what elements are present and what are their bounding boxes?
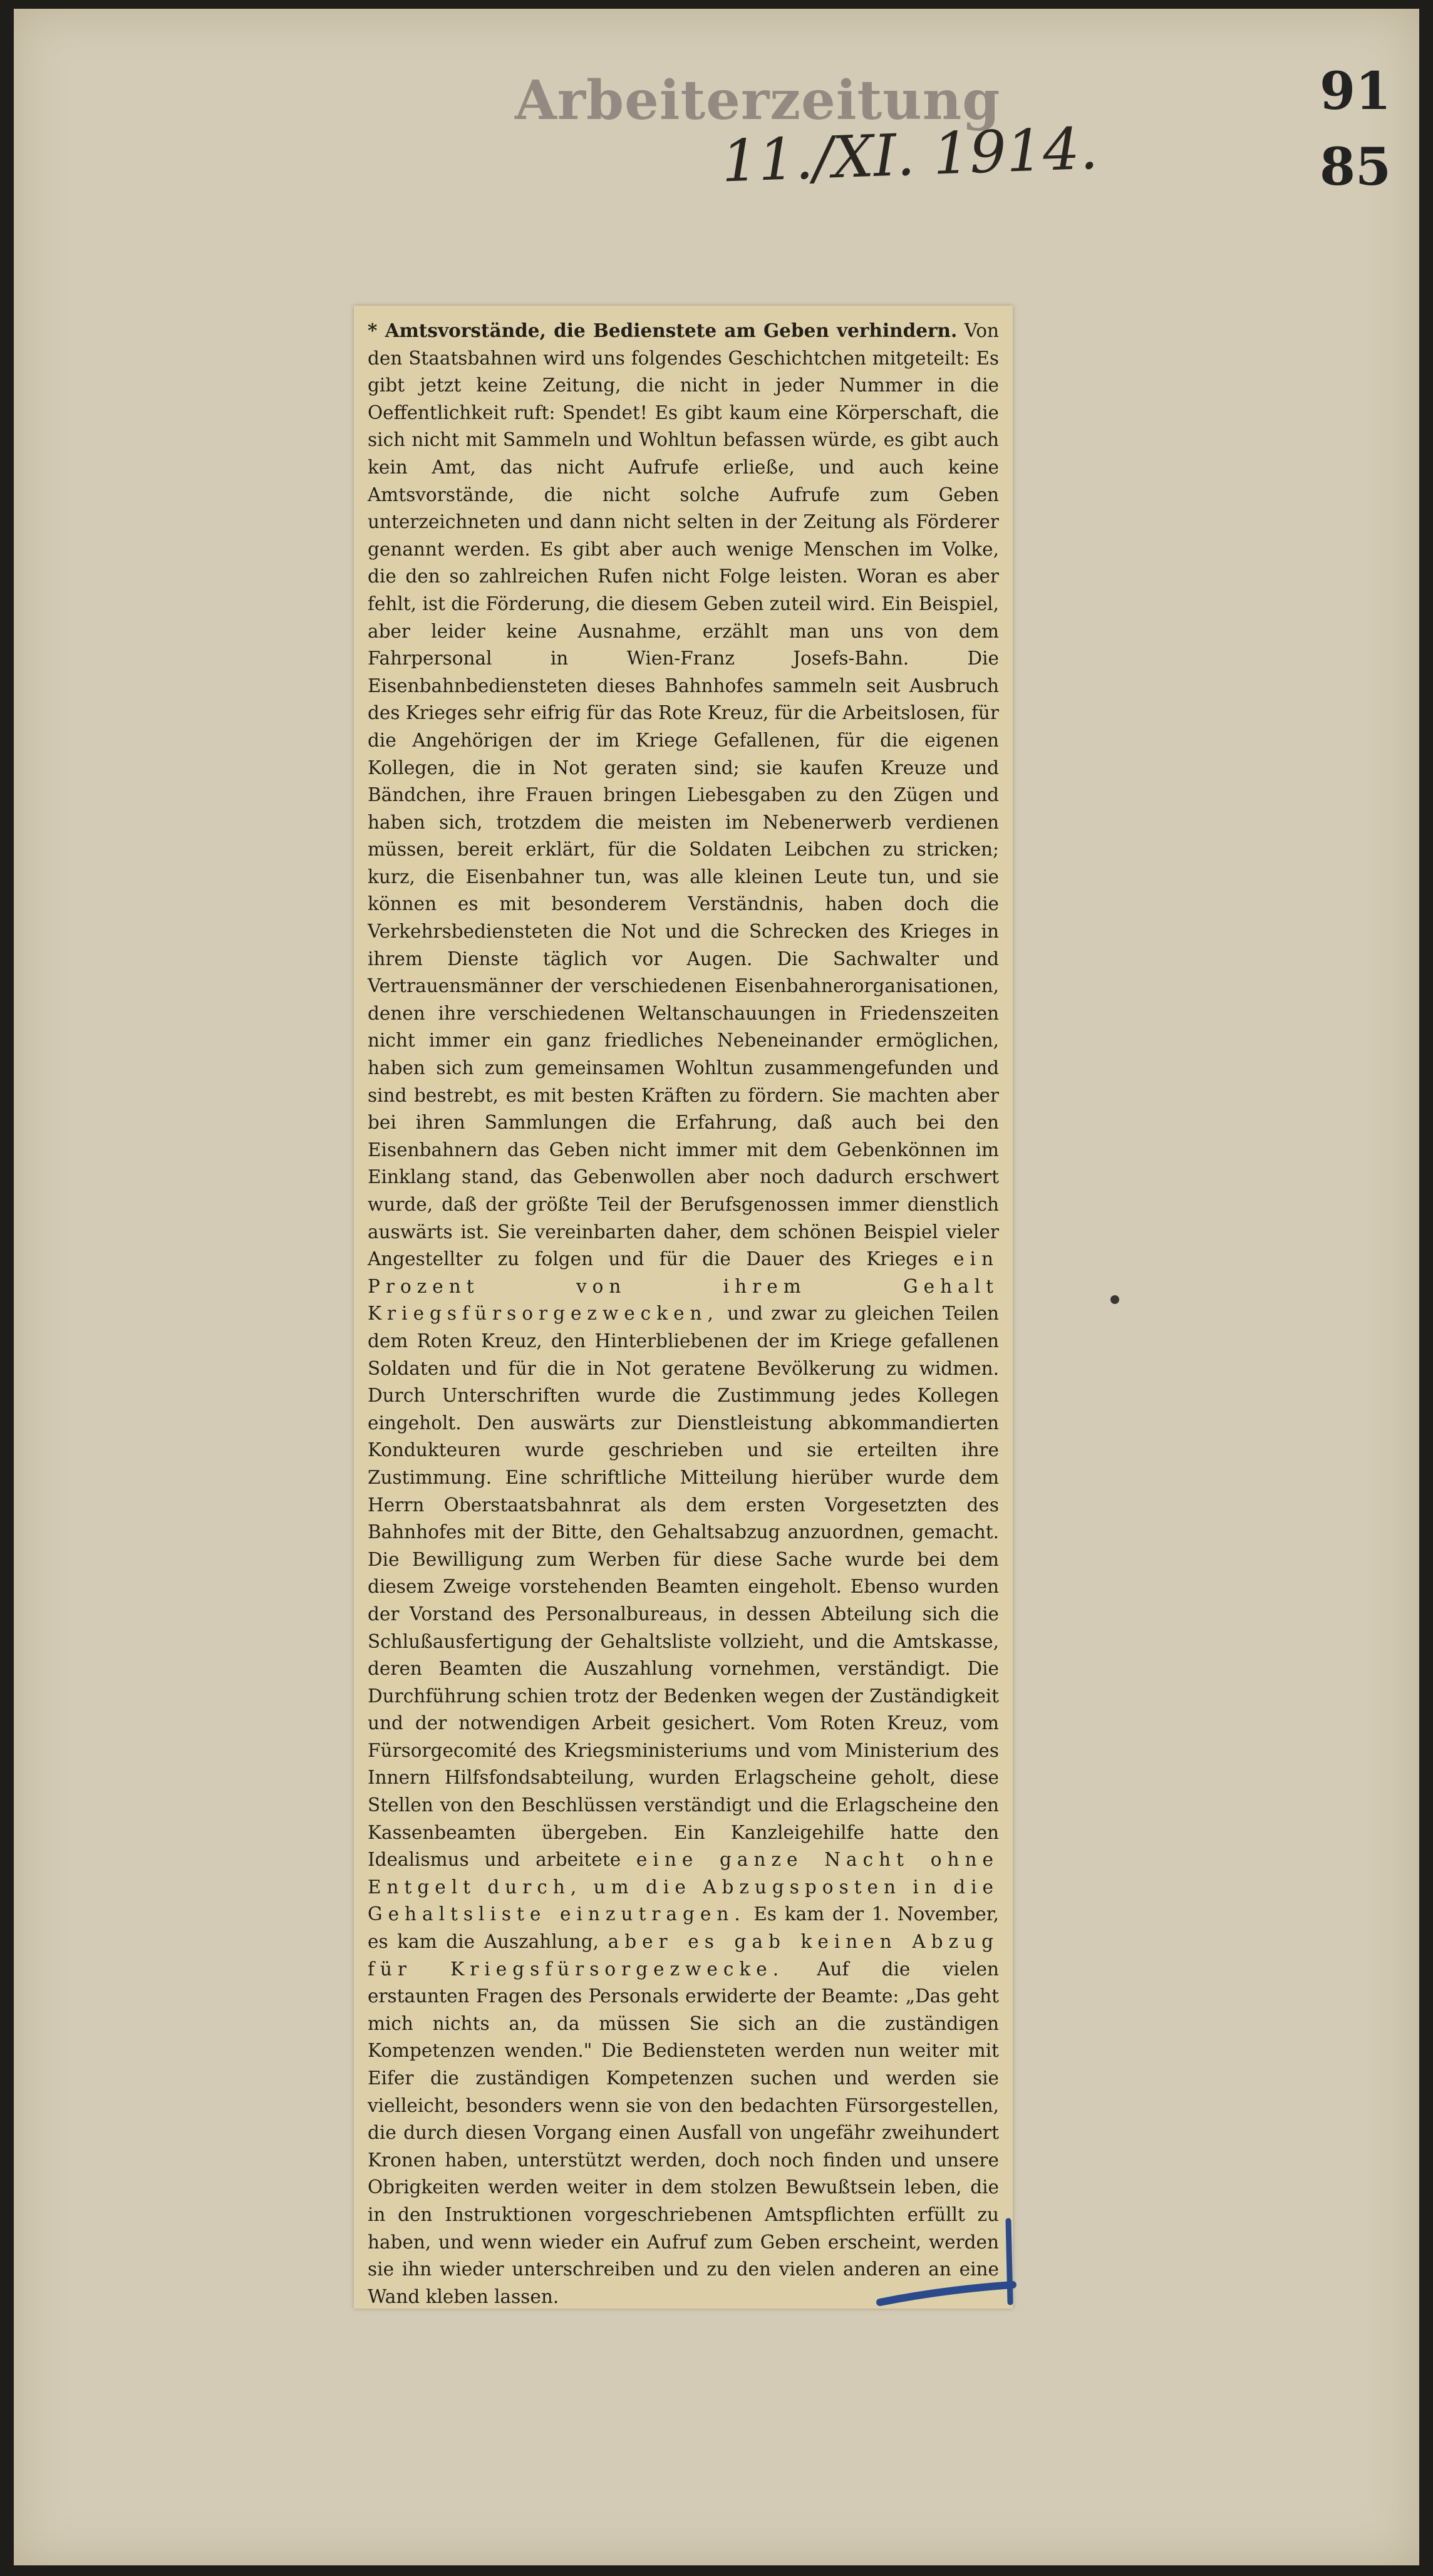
archive-number-bottom: 85 — [1320, 137, 1392, 197]
archive-number-top: 91 — [1320, 61, 1392, 122]
paper-spot — [1110, 1295, 1119, 1304]
spaced-emphasis-2: eine ganze Nacht ohne Entgelt durch, um die Abzugsposten in die Gehaltsliste einzutragen. — [368, 1849, 999, 1925]
article-title: * Amtsvorstände, die Bedienstete am Geben verhindern. — [368, 319, 958, 341]
blue-pencil-mark — [874, 2215, 1018, 2309]
article-paragraph-1: Von den Staatsbahnen wird uns folgendes Geschichtchen mitgeteilt: Es gibt jetzt keine Zeitung, die nicht in jeder Nummer in die Oeffentlichkeit ruft: Spendet! Es gibt kaum eine Körperschaft, die sich nicht mit Sammeln und Wohltun befassen würde, es gibt auch kein Amt, das nicht Aufrufe erließe, und auch keine Amtsvorstände, die nicht solche Aufrufe zum Geben unterzeichneten und dann nicht selten in der Zeitung als Förderer genannt werden. Es gibt aber auch wenige Menschen im Volke, die den so zahlreichen Rufen nicht Folge leisten. Woran es aber fehlt, ist die Förderung, die diesem Geben zuteil wird. Ein Beispiel, aber leider keine Ausnahme, erzählt man uns von dem Fahrpersonal in Wien-Franz Josefs-Bahn. Die Eisenbahnbediensteten dieses Bahnhofes sammeln seit Ausbruch des Krieges sehr eifrig für das Rote Kreuz, für die Arbeitslosen, für die Angehörigen der im Kriege Gefallenen, für die eigenen Kollegen, die in Not geraten sind; sie kaufen Kreuze und Bändchen, ihre Frauen bringen Liebesgaben zu den Zügen und haben sich, trotzdem die meisten im Nebenerwerb verdienen müssen, bereit erklärt, für die Soldaten Leibchen zu stricken; kurz, die Eisenbahner tun, was alle kleinen Leute tun, und sie können es mit besonderem Verständnis, haben doch die Verkehrsbediensteten die Not und die Schrecken des Krieges in ihrem Dienste täglich vor Augen. Die Sachwalter und Vertrauensmänner der verschiedenen Eisenbahnerorganisationen, denen ihre verschiedenen Weltanschauungen in Friedenszeiten nicht immer ein ganz friedliches Nebeneinander ermöglichen, haben sich zum gemeinsamen Wohltun zusammengefunden und sind bestrebt, es mit besten Kräften zu fördern. Sie machten aber bei ihren Sammlungen die Erfahrung, daß auch bei den Eisenbahnern das Geben nicht immer mit dem Gebenkönnen im Einklang stand, das Gebenwollen aber noch dadurch erschwert wurde, daß der größte Teil der Berufsgenossen immer dienstlich auswärts ist. Sie vereinbarten daher, dem schönen Beispiel vieler Angestellter zu folgen und für die Dauer des Krieges — [368, 320, 999, 1270]
article-paragraph-4: Auf die vielen erstaunten Fragen des Personals erwiderte der Beamte: „Das geht mich nichts an, da müssen Sie sich an die zuständigen Kompetenzen wenden." Die Bediensteten werden nun weiter mit Eifer die zuständigen Kompetenzen suchen und werden sie vielleicht, besonders wenn sie von den bedachten Fürsorgestellen, die durch diesen Vorgang einen Ausfall von ungefähr zweihundert Kronen haben, unterstützt werden, doch noch finden und unsere Obrigkeiten werden weiter in dem stolzen Bewußtsein leben, die in den Instruktionen vorgeschriebenen Amtspflichten erfüllt zu haben, und wenn wieder ein Aufruf zum Geben erscheint, werden sie ihn wieder unterschreiben und zu den vielen anderen an eine Wand kleben lassen. — [368, 1958, 999, 2307]
article-paragraph-3: Es kam der 1. November, es kam die Auszahlung, — [368, 1903, 999, 1953]
handwritten-date: 11./XI. 1914. — [720, 115, 1099, 195]
article-paragraph-2: und zwar zu gleichen Teilen dem Roten Kreuz, den Hinterbliebenen der im Kriege gefallenen Soldaten und für die in Not geratene Bevölkerung zu widmen. Durch Unterschriften wurde die Zustimmung jedes Kollegen eingeholt. Den auswärts zur Dienstleistung abkommandierten Kondukteuren wurde geschrieben und sie erteilten ihre Zustimmung. Eine schriftliche Mitteilung hierüber wurde dem Herrn Oberstaatsbahnrat als dem ersten Vorgesetzten des Bahnhofes mit der Bitte, den Gehaltsabzug anzuordnen, gemacht. Die Bewilligung zum Werben für diese Sache wurde bei dem diesem Zweige vorstehenden Beamten eingeholt. Ebenso wurden der Vorstand des Personalbureaus, in dessen Abteilung sich die Schlußausfertigung der Gehaltsliste vollzieht, und die Amtskasse, deren Beamten die Auszahlung vornehmen, verständigt. Die Durchführung schien trotz der Bedenken wegen der Zuständigkeit und der notwendigen Arbeit gesichert. Vom Roten Kreuz, vom Fürsorgecomité des Kriegsministeriums und vom Ministerium des Innern Hilfsfondsabteilung, wurden Erlagscheine geholt, diese Stellen von den Beschlüssen verständigt und die Erlagscheine den Kassenbeamten übergeben. Ein Kanzleigehilfe hatte den Idealismus und arbeitete — [368, 1303, 999, 1871]
article-body — [368, 317, 999, 2310]
newspaper-clipping — [354, 306, 1013, 2309]
spaced-emphasis-1: ein Prozent von ihrem Gehalt Kriegsfürsorgezwecken, — [368, 1248, 999, 1325]
newspaper-stamp: Arbeiterzeitung — [515, 69, 1001, 132]
spaced-emphasis-3: aber es gab keinen Abzug für Kriegsfürsorgezwecke. — [368, 1931, 999, 1980]
